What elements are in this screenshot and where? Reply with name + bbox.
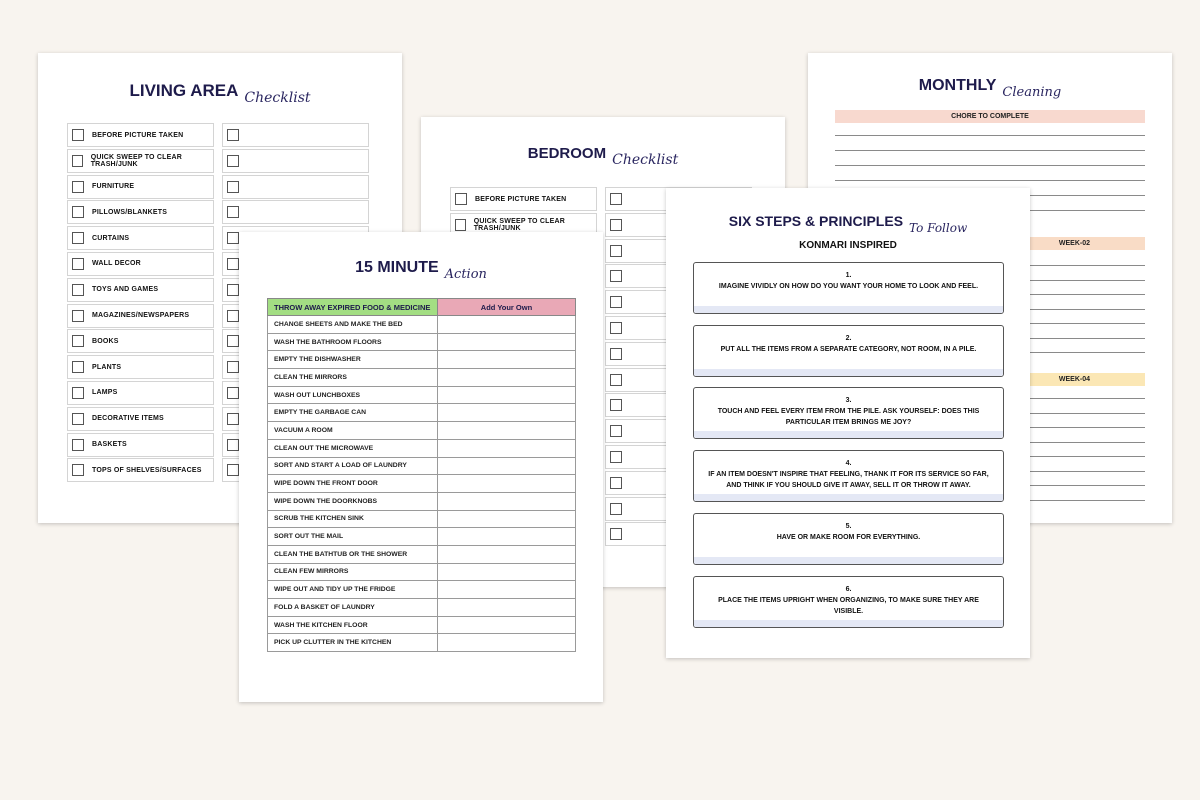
list-item — [67, 200, 370, 226]
step-number: 4. — [845, 460, 852, 468]
checkbox[interactable] — [227, 335, 239, 347]
item-label: TOYS AND GAMES — [92, 286, 159, 294]
task-cell: CLEAN FEW MIRRORS — [268, 563, 438, 581]
living-title: LIVING AREA — [129, 81, 239, 100]
add-your-own-cell[interactable] — [438, 439, 576, 457]
monthly-title: MONTHLY — [918, 77, 997, 94]
step-content — [694, 458, 1003, 491]
step-number: 1. — [845, 272, 852, 279]
task-cell: EMPTY THE DISHWASHER — [268, 351, 438, 369]
checkbox[interactable] — [610, 399, 622, 411]
checkbox[interactable] — [610, 322, 622, 334]
checkbox[interactable] — [610, 374, 622, 386]
living-script-title: Checklist — [244, 90, 311, 106]
list-item — [67, 149, 370, 175]
item-label: BEFORE PICTURE TAKEN — [92, 131, 184, 139]
fifteen-title: 15 MINUTE — [355, 259, 439, 276]
step-band — [694, 431, 1003, 438]
living-cell-label — [67, 200, 214, 224]
item-label: PLANTS — [92, 363, 122, 371]
add-your-own-cell[interactable] — [438, 510, 576, 528]
item-label: MAGAZINES/NEWSPAPERS — [92, 312, 190, 320]
living-cell-label — [67, 123, 214, 147]
checkbox[interactable] — [227, 361, 239, 373]
six-steps-principles-page — [666, 188, 1030, 658]
checkbox[interactable] — [610, 348, 622, 360]
monthly-script-title: Cleaning — [1002, 85, 1062, 100]
bedroom-cell-label — [450, 187, 597, 211]
table-row — [268, 616, 576, 634]
checkbox[interactable] — [72, 129, 84, 141]
fifteen-title-wrap — [239, 259, 603, 282]
table-row — [268, 333, 576, 351]
table-row — [268, 422, 576, 440]
checkbox[interactable] — [227, 206, 239, 218]
checkbox[interactable] — [610, 425, 622, 437]
week-02-header: WEEK-02 — [835, 237, 1145, 250]
add-your-own-cell[interactable] — [438, 422, 576, 440]
checkbox[interactable] — [72, 335, 84, 347]
living-cell-label — [67, 407, 214, 431]
checkbox[interactable] — [72, 258, 84, 270]
table-row — [268, 563, 576, 581]
chore-header: CHORE TO COMPLETE — [835, 110, 1145, 123]
item-label: QUICK SWEEP TO CLEAR TRASH/JUNK — [473, 217, 565, 232]
add-your-own-cell[interactable] — [438, 599, 576, 617]
write-line — [835, 135, 1145, 136]
task-cell: FOLD A BASKET OF LAUNDRY — [268, 599, 438, 617]
task-cell: CLEAN THE BATHTUB OR THE SHOWER — [268, 545, 438, 563]
living-cell-blank — [222, 123, 369, 147]
living-cell-label — [67, 226, 214, 250]
table-row — [268, 316, 576, 334]
step-content — [694, 395, 1003, 428]
checkbox[interactable] — [227, 181, 239, 193]
checkbox[interactable] — [227, 310, 239, 322]
monthly-title-wrap — [808, 77, 1172, 100]
fifteen-script-title: Action — [444, 267, 487, 282]
add-your-own-cell[interactable] — [438, 475, 576, 493]
add-your-own-cell[interactable] — [438, 404, 576, 422]
write-line — [835, 180, 1145, 181]
item-label: QUICK SWEEP TO CLEAR TRASH/JUNK — [90, 153, 182, 168]
checkbox[interactable] — [72, 413, 84, 425]
step-band — [694, 494, 1003, 501]
six-title: SIX STEPS & PRINCIPLES — [728, 213, 904, 229]
table-row — [268, 457, 576, 475]
bedroom-script-title: Checklist — [612, 152, 679, 168]
add-your-own-cell[interactable] — [438, 457, 576, 475]
step-band — [694, 369, 1003, 376]
table-header-row — [268, 299, 576, 316]
living-cell-label — [67, 355, 214, 379]
bedroom-title: BEDROOM — [527, 145, 607, 162]
step-number: 5. — [845, 522, 852, 530]
step-content — [694, 333, 1003, 355]
task-cell: WIPE DOWN THE FRONT DOOR — [268, 475, 438, 493]
living-cell-label — [67, 278, 214, 302]
checkbox[interactable] — [72, 181, 84, 193]
checkbox[interactable] — [610, 477, 622, 489]
task-cell: SORT OUT THE MAIL — [268, 528, 438, 546]
step-card — [693, 387, 1004, 439]
table-row — [268, 634, 576, 652]
week-04-header: WEEK-04 — [835, 373, 1145, 386]
checkbox[interactable] — [227, 155, 239, 167]
item-label: BEFORE PICTURE TAKEN — [475, 195, 567, 203]
add-your-own-cell[interactable] — [438, 333, 576, 351]
table-row — [268, 369, 576, 387]
checkbox[interactable] — [610, 245, 622, 257]
checkbox[interactable] — [227, 129, 239, 141]
item-label: BOOKS — [92, 337, 119, 345]
table-row — [268, 510, 576, 528]
task-cell: SORT AND START A LOAD OF LAUNDRY — [268, 457, 438, 475]
step-content — [694, 584, 1003, 617]
checkbox[interactable] — [455, 219, 466, 231]
step-card — [693, 325, 1004, 377]
step-text: HAVE OR MAKE ROOM FOR EVERYTHING. — [776, 533, 921, 541]
list-item — [67, 175, 370, 201]
living-cell-label — [67, 381, 214, 405]
item-label: BASKETS — [92, 441, 127, 449]
task-cell: WASH THE BATHROOM FLOORS — [268, 333, 438, 351]
checkbox[interactable] — [227, 258, 239, 270]
table-row — [268, 492, 576, 510]
item-label: FURNITURE — [92, 183, 135, 191]
living-cell-label — [67, 252, 214, 276]
step-text: PLACE THE ITEMS UPRIGHT WHEN ORGANIZING, TO MAKE SURE THEY ARE VISIBLE. — [718, 596, 979, 615]
task-cell: PICK UP CLUTTER IN THE KITCHEN — [268, 634, 438, 652]
item-label: WALL DECOR — [92, 260, 141, 268]
table-row — [268, 528, 576, 546]
checkbox[interactable] — [227, 464, 239, 476]
item-label: TOPS OF SHELVES/SURFACES — [92, 466, 202, 474]
step-text: PUT ALL THE ITEMS FROM A SEPARATE CATEGORY, NOT ROOM, IN A PILE. — [720, 345, 977, 353]
add-your-own-cell[interactable] — [438, 616, 576, 634]
add-your-own-cell[interactable] — [438, 492, 576, 510]
table-row — [268, 545, 576, 563]
living-cell-label — [67, 149, 214, 173]
six-title-wrap — [666, 213, 1030, 235]
checkbox[interactable] — [72, 232, 84, 244]
checkbox[interactable] — [72, 310, 84, 322]
checkbox[interactable] — [227, 439, 239, 451]
living-cell-blank — [222, 175, 369, 199]
task-cell: WIPE DOWN THE DOORKNOBS — [268, 492, 438, 510]
table-row — [268, 404, 576, 422]
checkbox[interactable] — [227, 232, 239, 244]
checkbox[interactable] — [72, 464, 84, 476]
living-cell-blank — [222, 149, 369, 173]
task-cell: CLEAN THE MIRRORS — [268, 369, 438, 387]
add-your-own-cell[interactable] — [438, 386, 576, 404]
write-line — [835, 150, 1145, 151]
six-subtitle: KONMARI INSPIRED — [799, 240, 897, 251]
step-number: 2. — [845, 334, 852, 342]
task-cell: WIPE OUT AND TIDY UP THE FRIDGE — [268, 581, 438, 599]
step-band — [694, 306, 1003, 313]
step-number: 6. — [845, 585, 852, 593]
task-cell: VACUUM A ROOM — [268, 422, 438, 440]
step-number: 3. — [845, 397, 852, 405]
checkbox[interactable] — [72, 439, 84, 451]
step-card — [693, 262, 1004, 314]
add-your-own-cell[interactable] — [438, 351, 576, 369]
step-text: IF AN ITEM DOESN'T INSPIRE THAT FEELING, THANK IT FOR ITS SERVICE SO FAR, AND THINK IF YOU SHOULD GIVE IT AWAY, SELL IT OR THROW IT AWAY. — [708, 471, 989, 490]
list-item — [67, 123, 370, 149]
write-line — [835, 165, 1145, 166]
add-your-own-cell[interactable] — [438, 545, 576, 563]
checkbox[interactable] — [72, 361, 84, 373]
checkbox[interactable] — [610, 270, 622, 282]
task-cell: SCRUB THE KITCHEN SINK — [268, 510, 438, 528]
header-add-your-own: Add Your Own — [438, 299, 576, 316]
checkbox[interactable] — [72, 206, 84, 218]
step-text: IMAGINE VIVIDLY ON HOW DO YOU WANT YOUR HOME TO LOOK AND FEEL. — [718, 283, 979, 290]
task-cell: EMPTY THE GARBAGE CAN — [268, 404, 438, 422]
checkbox[interactable] — [72, 284, 84, 296]
fifteen-minute-action-page — [239, 232, 603, 702]
table-row — [268, 386, 576, 404]
living-cell-blank — [222, 200, 369, 224]
task-cell: WASH THE KITCHEN FLOOR — [268, 616, 438, 634]
checkbox[interactable] — [610, 528, 622, 540]
living-cell-label — [67, 329, 214, 353]
checkbox[interactable] — [610, 219, 622, 231]
table-row — [268, 351, 576, 369]
add-your-own-cell[interactable] — [438, 528, 576, 546]
checkbox[interactable] — [610, 296, 622, 308]
checkbox[interactable] — [610, 193, 622, 205]
checkbox[interactable] — [72, 387, 84, 399]
checkbox[interactable] — [455, 193, 467, 205]
add-your-own-cell[interactable] — [438, 316, 576, 334]
header-throw-away: THROW AWAY EXPIRED FOOD & MEDICINE — [268, 299, 438, 316]
checkbox[interactable] — [227, 284, 239, 296]
table-row — [268, 439, 576, 457]
task-cell: WASH OUT LUNCHBOXES — [268, 386, 438, 404]
table-row — [268, 475, 576, 493]
item-label: DECORATIVE ITEMS — [92, 415, 164, 423]
step-content — [694, 270, 1003, 292]
living-cell-label — [67, 304, 214, 328]
six-script-title: To Follow — [909, 221, 968, 235]
fifteen-task-table — [267, 298, 576, 652]
step-band — [694, 620, 1003, 627]
add-your-own-cell[interactable] — [438, 634, 576, 652]
add-your-own-cell[interactable] — [438, 563, 576, 581]
step-text: TOUCH AND FEEL EVERY ITEM FROM THE PILE. ASK YOURSELF: DOES THIS PARTICULAR ITEM BRINGS ME JOY? — [717, 408, 980, 427]
step-band — [694, 557, 1003, 564]
checkbox[interactable] — [227, 387, 239, 399]
bedroom-title-wrap — [421, 145, 785, 168]
item-label: LAMPS — [92, 389, 118, 397]
checkbox[interactable] — [610, 503, 622, 515]
add-your-own-cell[interactable] — [438, 369, 576, 387]
item-label: PILLOWS/BLANKETS — [92, 208, 168, 216]
step-card — [693, 450, 1004, 502]
living-cell-label — [67, 433, 214, 457]
add-your-own-cell[interactable] — [438, 581, 576, 599]
table-row — [268, 581, 576, 599]
step-card — [693, 576, 1004, 628]
living-cell-label — [67, 458, 214, 482]
living-cell-label — [67, 175, 214, 199]
checkbox[interactable] — [72, 155, 83, 167]
step-content — [694, 521, 1003, 543]
item-label: CURTAINS — [92, 234, 130, 242]
checkbox[interactable] — [227, 413, 239, 425]
table-row — [268, 599, 576, 617]
task-cell: CLEAN OUT THE MICROWAVE — [268, 439, 438, 457]
task-cell: CHANGE SHEETS AND MAKE THE BED — [268, 316, 438, 334]
step-card — [693, 513, 1004, 565]
checkbox[interactable] — [610, 451, 622, 463]
living-title-wrap — [38, 81, 402, 106]
